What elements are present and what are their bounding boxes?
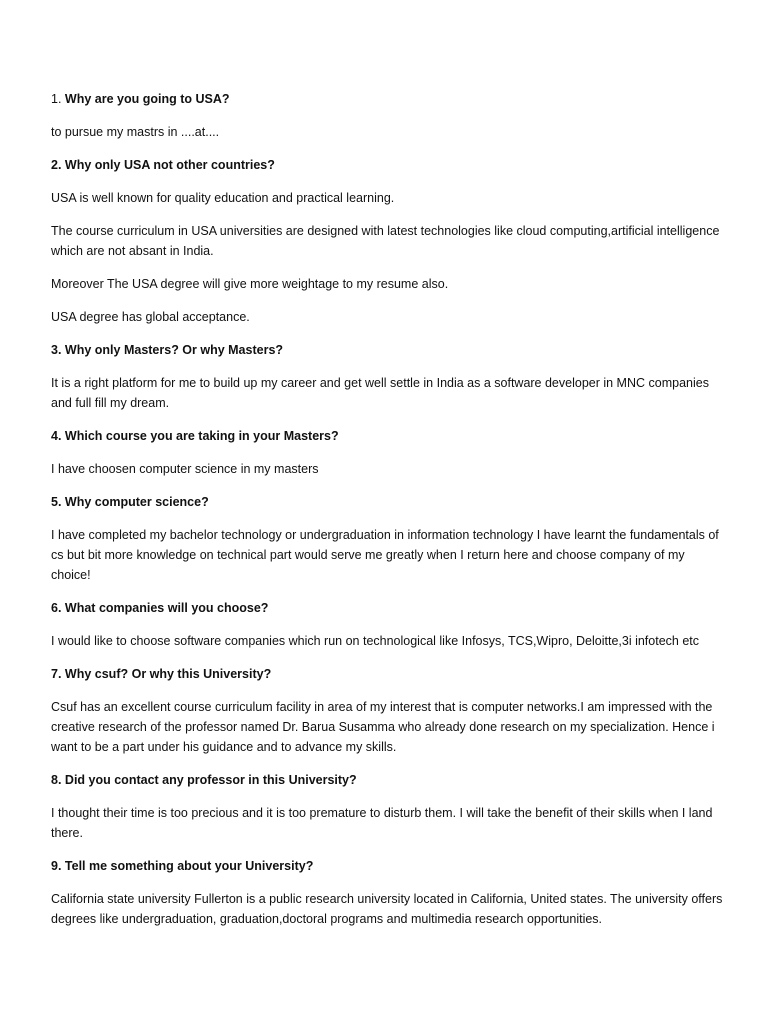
answer-paragraph: I have choosen computer science in my masters <box>51 462 319 476</box>
question-text: Why computer science? <box>64 495 209 509</box>
answer-paragraph: I thought their time is too precious and it is too premature to disturb them. I will take the benefit of their skills when I land there. <box>51 806 713 840</box>
question-number: 4. <box>51 429 62 443</box>
question-3 <box>51 340 723 360</box>
question-number: 6. <box>51 601 62 615</box>
question-text: Why csuf? Or why this University? <box>64 667 272 681</box>
answer-paragraph: to pursue my mastrs in ....at.... <box>51 125 220 139</box>
question-5 <box>51 492 723 512</box>
question-text: Tell me something about your University? <box>64 859 314 873</box>
answer-paragraph: I would like to choose software companies which run on technological like Infosys, TCS,Wipro, Deloitte,3i infotech etc <box>51 634 700 648</box>
answer-paragraph: Moreover The USA degree will give more weightage to my resume also. <box>51 277 449 291</box>
question-number: 5. <box>51 495 62 509</box>
question-text: Why only Masters? Or why Masters? <box>64 343 284 357</box>
answer-paragraph: California state university Fullerton is a public research university located in California, United states. The university offers degrees like undergraduation, graduation,doctoral programs and multimedia research opportunities. <box>51 892 723 926</box>
answer-paragraph: The course curriculum in USA universities are designed with latest technologies like cloud computing,artificial intelligence which are not absant in India. <box>51 224 720 258</box>
question-number: 9. <box>51 859 62 873</box>
document-page <box>51 89 723 942</box>
question-number: 8. <box>51 773 62 787</box>
question-text: Which course you are taking in your Masters? <box>64 429 339 443</box>
question-text: What companies will you choose? <box>64 601 269 615</box>
question-7 <box>51 664 723 684</box>
question-number: 2. <box>51 158 62 172</box>
answer-paragraph: It is a right platform for me to build up my career and get well settle in India as a software developer in MNC companies and full fill my dream. <box>51 376 709 410</box>
question-8 <box>51 770 723 790</box>
question-2 <box>51 155 723 175</box>
question-number: 7. <box>51 667 62 681</box>
answer-paragraph: I have completed my bachelor technology or undergraduation in information technology I have learnt the fundamentals of cs but bit more knowledge on technical part would serve me greatly when I return here and choose company of my choice! <box>51 528 719 582</box>
question-1 <box>51 89 723 109</box>
question-number: 1. <box>51 92 62 106</box>
answer-paragraph: Csuf has an excellent course curriculum facility in area of my interest that is computer networks.I am impressed with the creative research of the professor named Dr. Barua Susamma who already done research on my specialization. Hence i want to be a part under his guidance and to advance my skills. <box>51 700 715 754</box>
question-number: 3. <box>51 343 62 357</box>
question-text: Why only USA not other countries? <box>64 158 275 172</box>
question-6 <box>51 598 723 618</box>
question-text: Why are you going to USA? <box>64 92 230 106</box>
answer-paragraph: USA degree has global acceptance. <box>51 310 250 324</box>
question-text: Did you contact any professor in this University? <box>64 773 357 787</box>
answer-paragraph: USA is well known for quality education and practical learning. <box>51 191 395 205</box>
question-4 <box>51 426 723 446</box>
question-9 <box>51 856 723 876</box>
